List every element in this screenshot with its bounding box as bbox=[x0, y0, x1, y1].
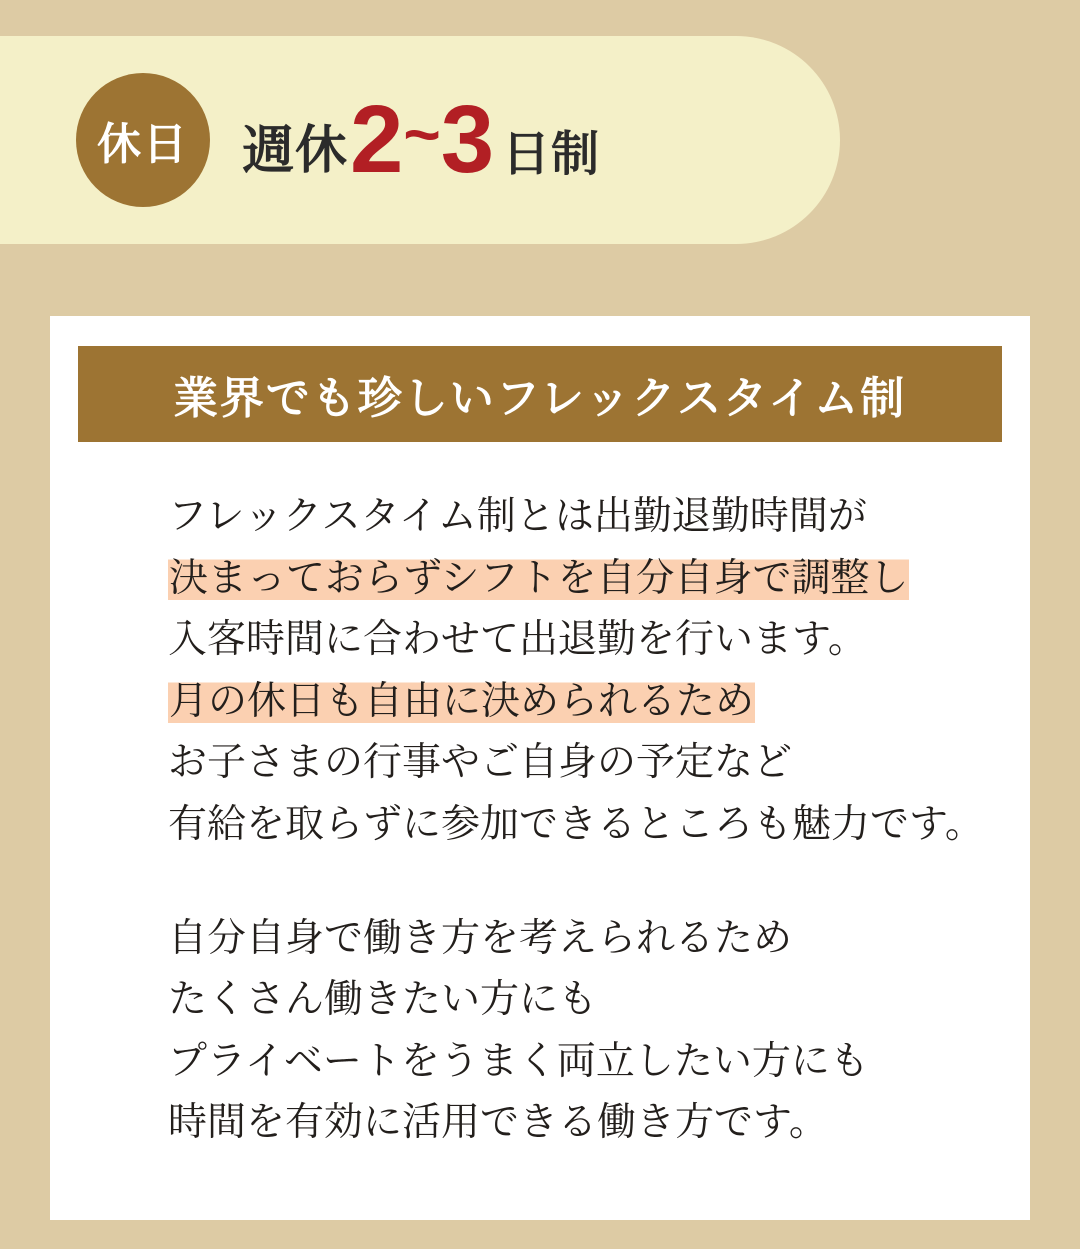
body-line: 有給を取らずに参加できるところも魅力です。 bbox=[168, 803, 984, 847]
body-line: プライベートをうまく両立したい方にも bbox=[168, 1039, 869, 1083]
holiday-range-tilde: ~ bbox=[403, 98, 441, 170]
body-line: 入客時間に合わせて出退勤を行います。 bbox=[168, 618, 867, 662]
body-line: 時間を有効に活用できる働き方です。 bbox=[168, 1101, 828, 1145]
weekly-holiday-label: 週休 bbox=[242, 122, 349, 180]
body-line bbox=[168, 548, 990, 610]
holiday-badge: 休日 bbox=[76, 73, 210, 207]
holiday-unit-label: 日制 bbox=[502, 128, 601, 181]
highlighted-text: 決まっておらずシフトを自分自身で調整し bbox=[169, 556, 909, 600]
body-line: 自分自身で働き方を考えられるため bbox=[168, 916, 793, 960]
paragraph-spacer bbox=[168, 856, 990, 908]
holiday-banner bbox=[0, 36, 840, 244]
card-heading: 業界でも珍しいフレックスタイム制 bbox=[78, 346, 1002, 442]
body-line: お子さまの行事やご自身の予定など bbox=[168, 741, 793, 785]
holiday-count-from: 2 bbox=[350, 86, 404, 193]
holiday-banner-text bbox=[242, 86, 601, 193]
body-line: フレックスタイム制とは出勤退勤時間が bbox=[168, 495, 867, 538]
highlighted-text: 月の休日も自由に決められるため bbox=[169, 679, 755, 723]
card-body bbox=[168, 486, 990, 1154]
body-line bbox=[168, 671, 990, 733]
holiday-count-to: 3 bbox=[440, 86, 495, 193]
flextime-card bbox=[50, 316, 1030, 1220]
body-line: たくさん働きたい方にも bbox=[168, 978, 598, 1022]
